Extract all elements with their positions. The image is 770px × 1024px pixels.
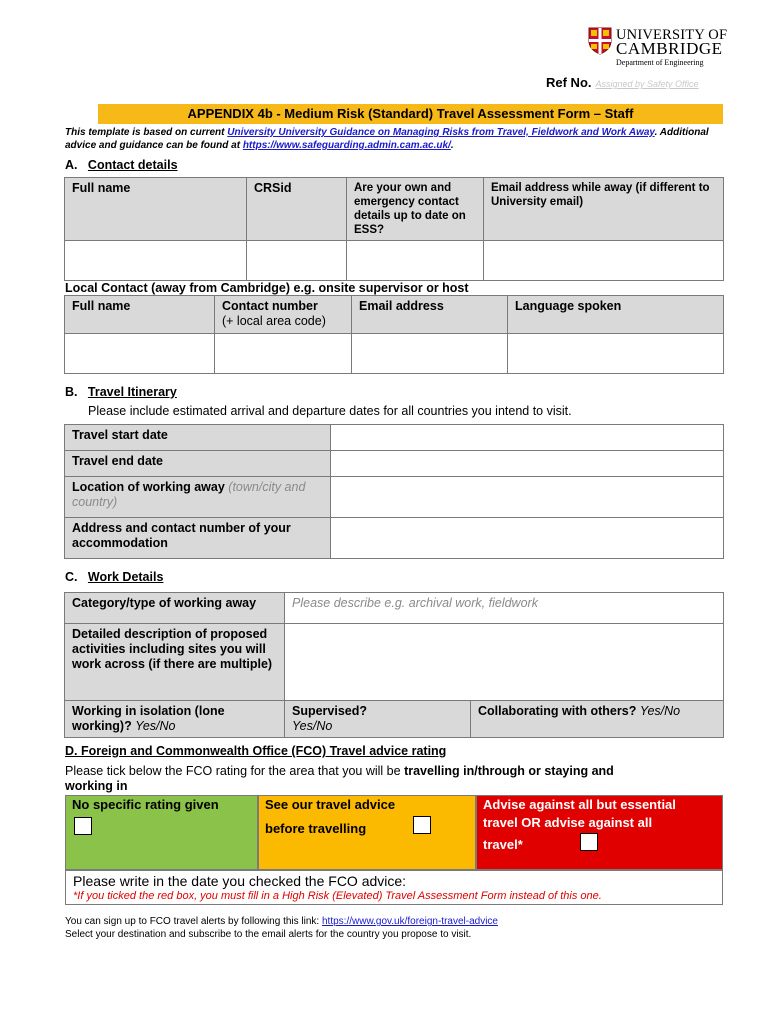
- logo-line-1: UNIVERSITY OF: [616, 27, 728, 43]
- local-contact-number-input[interactable]: [215, 334, 352, 374]
- rating-amber-checkbox[interactable]: [413, 816, 431, 834]
- travel-end-input[interactable]: [331, 451, 724, 477]
- location-hint: (town/city and country): [72, 480, 306, 509]
- rating-green-label: No specific rating given: [72, 797, 219, 812]
- local-email-input[interactable]: [352, 334, 508, 374]
- intro-prefix: This template is based on current: [65, 127, 228, 138]
- header-full-name: Full name: [65, 178, 247, 241]
- local-header-language: Language spoken: [508, 296, 724, 334]
- section-a-letter: A.: [65, 158, 78, 172]
- description-label: Detailed description of proposed activities including sites you will work across (if there are multiple): [65, 624, 285, 701]
- section-b-letter: B.: [65, 385, 78, 399]
- supervised-cell[interactable]: [285, 701, 471, 738]
- contact-number-label: Contact number: [222, 299, 318, 313]
- rating-red-label-2: travel OR advise against all: [483, 815, 653, 830]
- ref-label: Ref No.: [546, 75, 592, 90]
- header-email-away: Email address while away (if different to University email): [484, 178, 724, 241]
- category-placeholder: Please describe e.g. archival work, fieldwork: [292, 596, 538, 610]
- collab-cell[interactable]: [471, 701, 724, 738]
- section-c-heading: [65, 570, 163, 584]
- fco-note-bold-2: working in: [65, 779, 128, 793]
- intro-suffix: .: [450, 140, 454, 151]
- rating-amber-label-2: before travelling: [265, 821, 367, 836]
- isolation-options: Yes/No: [135, 719, 176, 733]
- footer-line-2: Select your destination and subscribe to the email alerts for the country you propose to visit.: [65, 929, 472, 940]
- isolation-label: Working in isolation (lone working)?: [72, 704, 225, 733]
- full-name-input[interactable]: [65, 241, 247, 281]
- itinerary-table: [64, 424, 724, 559]
- intro-middle: . Additional advice and guidance can be found at: [65, 127, 709, 151]
- local-header-email: Email address: [352, 296, 508, 334]
- section-a-title: Contact details: [87, 158, 178, 172]
- header-crsid: CRSid: [247, 178, 347, 241]
- rating-red: [476, 795, 723, 870]
- location-input[interactable]: [331, 477, 724, 518]
- section-c-letter: C.: [65, 570, 78, 584]
- section-d-heading: [65, 744, 446, 758]
- category-input[interactable]: [285, 593, 724, 624]
- fco-note-bold-1: travelling in/through or staying and: [404, 764, 614, 778]
- work-details-table: [64, 592, 724, 738]
- fco-rating-options: [65, 795, 723, 870]
- cambridge-crest-icon: [588, 27, 612, 55]
- section-d-title: D. Foreign and Commonwealth Office (FCO) Travel advice rating: [65, 744, 447, 758]
- footer-line-1: You can sign up to FCO travel alerts by following this link:: [65, 916, 322, 927]
- logo-line-2: CAMBRIDGE: [616, 39, 723, 58]
- crsid-input[interactable]: [247, 241, 347, 281]
- contact-number-hint: (+ local area code): [222, 314, 326, 328]
- local-contact-heading: Local Contact (away from Cambridge) e.g. onsite supervisor or host: [65, 281, 469, 295]
- section-b-heading: [65, 385, 177, 399]
- footer: [65, 915, 498, 941]
- rating-green-checkbox[interactable]: [74, 817, 92, 835]
- local-contact-table: [64, 295, 724, 374]
- local-full-name-input[interactable]: [65, 334, 215, 374]
- section-c-title: Work Details: [87, 570, 164, 584]
- rating-red-label-1: Advise against all but essential: [483, 797, 676, 812]
- ess-input[interactable]: [347, 241, 484, 281]
- rating-red-label-3: travel*: [483, 837, 523, 852]
- rating-green: [65, 795, 258, 870]
- safeguarding-link[interactable]: https://www.safeguarding.admin.cam.ac.uk/: [242, 140, 451, 151]
- intro-text: [65, 126, 730, 152]
- form-title: APPENDIX 4b - Medium Risk (Standard) Travel Assessment Form – Staff: [98, 104, 723, 124]
- itinerary-note: Please include estimated arrival and departure dates for all countries you intend to visit.: [88, 404, 572, 418]
- location-label: [65, 477, 331, 518]
- supervised-options: Yes/No: [292, 719, 333, 733]
- fco-note-prefix: Please tick below the FCO rating for the area that you will be: [65, 764, 405, 778]
- fco-date-checked[interactable]: [65, 870, 723, 905]
- local-header-contact-number: [215, 296, 352, 334]
- travel-start-input[interactable]: [331, 425, 724, 451]
- accommodation-input[interactable]: [331, 518, 724, 559]
- fco-date-label: Please write in the date you checked the FCO advice:: [73, 873, 407, 889]
- travel-start-label: Travel start date: [65, 425, 331, 451]
- guidance-link[interactable]: University University Guidance on Managing Risks from Travel, Fieldwork and Work Away: [227, 127, 655, 138]
- accommodation-label: Address and contact number of your accommodation: [65, 518, 331, 559]
- local-header-full-name: Full name: [65, 296, 215, 334]
- category-label: Category/type of working away: [65, 593, 285, 624]
- header-ess: Are your own and emergency contact details up to date on ESS?: [347, 178, 484, 241]
- travel-end-label: Travel end date: [65, 451, 331, 477]
- red-box-warning: *If you ticked the red box, you must fill in a High Risk (Elevated) Travel Assessment Form instead of this one.: [73, 890, 602, 902]
- isolation-cell[interactable]: [65, 701, 285, 738]
- description-input[interactable]: [285, 624, 724, 701]
- local-language-input[interactable]: [508, 334, 724, 374]
- fco-advice-link[interactable]: https://www.gov.uk/foreign-travel-advice: [321, 916, 498, 927]
- location-text: Location of working away: [72, 480, 225, 494]
- collab-label: Collaborating with others?: [478, 704, 637, 718]
- university-logo: [588, 27, 728, 71]
- section-a-heading: [65, 158, 178, 172]
- logo-line-3: Department of Engineering: [616, 58, 704, 67]
- rating-amber: [258, 795, 476, 870]
- collab-options: Yes/No: [639, 704, 681, 718]
- supervised-label: Supervised?: [292, 704, 368, 718]
- contact-details-table: [64, 177, 724, 281]
- ref-hint[interactable]: Assigned by Safety Office: [595, 79, 699, 89]
- section-b-title: Travel Itinerary: [87, 385, 177, 399]
- rating-amber-label-1: See our travel advice: [265, 797, 396, 812]
- email-away-input[interactable]: [484, 241, 724, 281]
- fco-note: [65, 764, 725, 794]
- rating-red-checkbox[interactable]: [580, 833, 598, 851]
- ref-number: [546, 75, 699, 90]
